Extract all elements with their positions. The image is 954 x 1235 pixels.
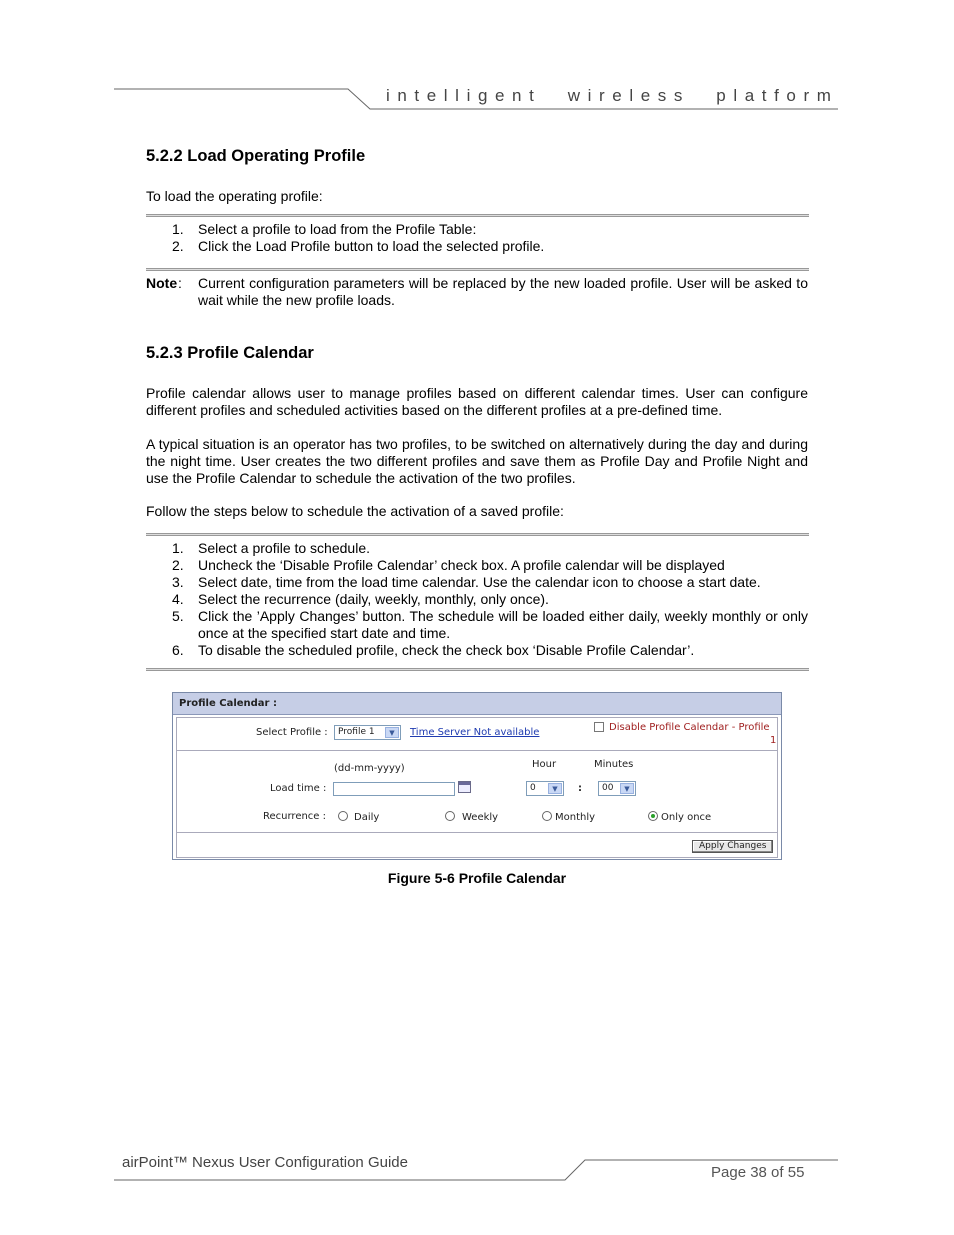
recurrence-weekly-label: Weekly [462,812,499,823]
recurrence-label: Recurrence : [263,811,327,822]
list-item: 1. Select a profile to schedule. [172,540,370,556]
section-523-para2: A typical situation is an operator has two profiles, to be switched on alternatively during the day and during the night time. User creates the two different profiles and save them as Profile Day and Profile Night and use the Profile Calendar to schedule the activation of the two profiles. [146,436,808,486]
section-522-steps [146,221,808,255]
list-item: 6. To disable the scheduled profile, check the check box ‘Disable Profile Calendar’. [172,642,695,658]
hour-label: Hour [532,759,557,770]
footer-page-number: Page 38 of 55 [711,1164,805,1181]
divider [146,268,809,271]
recurrence-only-once-radio[interactable] [648,811,658,821]
recurrence-daily-radio[interactable] [338,811,348,821]
minutes-select[interactable] [598,781,636,796]
section-523-heading: 5.2.3 Profile Calendar [146,344,314,362]
disable-calendar-label-2: 1 [770,735,777,746]
section-523-para1: Profile calendar allows user to manage profiles based on different calendar times. User can configure different profiles and scheduled activities based on the different profiles at a pre-defined time. [146,385,808,418]
minutes-select-value: 00 [602,783,614,793]
list-item: 4. Select the recurrence (daily, weekly, monthly, only once). [172,591,549,607]
profile-calendar-panel [172,692,782,860]
note-colon: : [178,275,182,291]
figure-caption: Figure 5-6 Profile Calendar [387,870,567,886]
note-block [146,275,808,309]
note-text: Current configuration parameters will be replaced by the new loaded profile. User will be asked to wait while the new profile loads. [198,275,808,308]
section-523-para3: Follow the steps below to schedule the activation of a saved profile: [146,503,564,519]
time-server-link[interactable]: Time Server Not available [410,727,540,738]
divider [146,214,809,217]
profile-select-value: Profile 1 [338,727,375,737]
section-523-steps [146,540,808,659]
section-522-intro: To load the operating profile: [146,188,323,204]
footer-doc-title: airPoint™ Nexus User Configuration Guide [122,1154,408,1171]
profile-select[interactable] [334,725,401,740]
disable-calendar-label: Disable Profile Calendar - Profile [609,722,770,733]
dropdown-arrow-icon: ▼ [385,727,399,738]
panel-divider [176,832,778,833]
select-profile-label: Select Profile : [256,727,328,738]
dropdown-arrow-icon: ▼ [620,783,634,794]
list-item: 2. Click the Load Profile button to load the selected profile. [172,238,545,254]
time-colon: : [578,783,582,794]
list-item: 2. Uncheck the ‘Disable Profile Calendar’ check box. A profile calendar will be displayed [172,557,725,573]
disable-calendar-checkbox[interactable] [594,722,604,732]
list-item: 5. Click the ’Apply Changes’ button. The schedule will be loaded either daily, weekly monthly or only once at the specified start date and time. [172,608,808,641]
load-time-label: Load time : [270,783,327,794]
divider [146,668,809,671]
panel-body [176,717,778,858]
load-time-input[interactable] [333,782,455,796]
date-format-label: (dd-mm-yyyy) [334,763,405,774]
section-522-heading: 5.2.2 Load Operating Profile [146,147,366,165]
header-tagline: intelligent wireless platform [386,86,839,105]
apply-changes-button[interactable]: Apply Changes [692,840,773,853]
recurrence-monthly-radio[interactable] [542,811,552,821]
list-item: 1. Select a profile to load from the Profile Table: [172,221,477,237]
recurrence-only-once-label: Only once [661,812,712,823]
hour-select[interactable] [526,781,564,796]
note-label: Note [146,275,178,291]
minutes-label: Minutes [594,759,634,770]
panel-title: Profile Calendar : [173,693,781,715]
list-item: 3. Select date, time from the load time calendar. Use the calendar icon to choose a start date. [172,574,761,590]
dropdown-arrow-icon: ▼ [548,783,562,794]
hour-select-value: 0 [530,783,536,793]
recurrence-monthly-label: Monthly [555,812,596,823]
recurrence-weekly-radio[interactable] [445,811,455,821]
panel-divider [176,750,778,751]
divider [146,533,809,536]
calendar-icon[interactable] [458,781,471,793]
recurrence-daily-label: Daily [354,812,380,823]
